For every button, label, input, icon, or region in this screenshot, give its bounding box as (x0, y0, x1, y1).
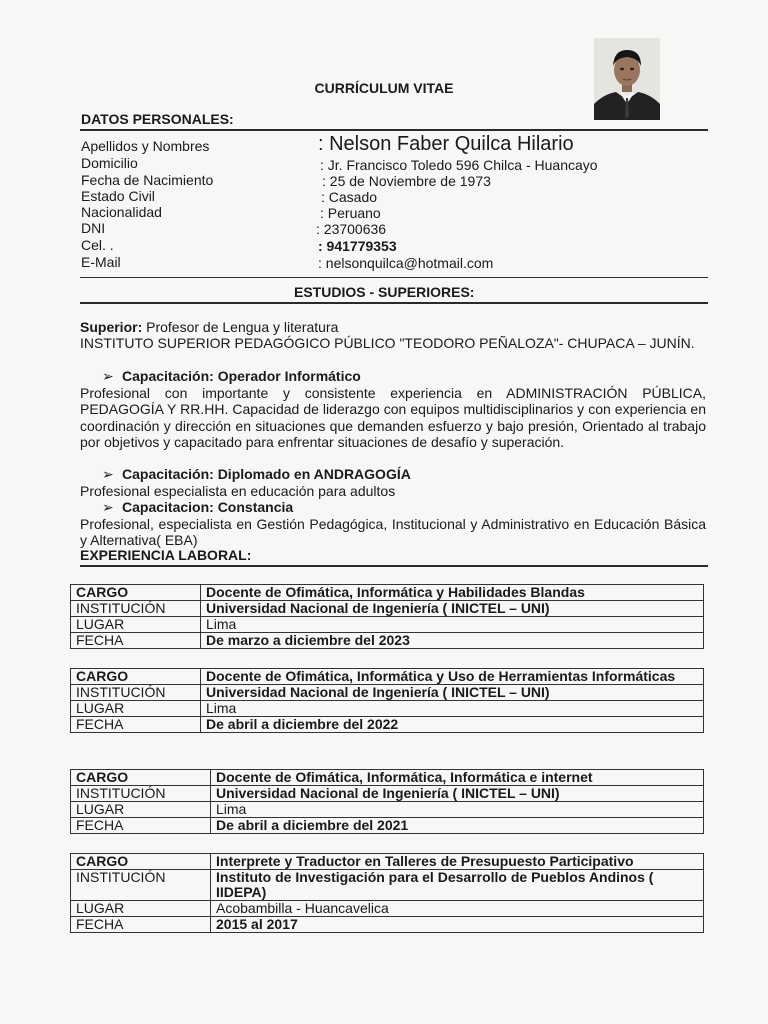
arrow-bullet-icon: ➢ (102, 499, 114, 515)
personal-data-heading: DATOS PERSONALES: (81, 111, 234, 127)
superior-value: Profesor de Lengua y literatura (142, 319, 339, 335)
label-dni: DNI (81, 220, 106, 236)
arrow-bullet-icon: ➢ (102, 368, 114, 384)
label-name: Apellidos y Nombres (81, 138, 210, 154)
job-label-institucion: INSTITUCIÓN (71, 786, 211, 802)
studies-rule (80, 302, 708, 304)
job-value-lugar: Lima (211, 802, 704, 818)
job-value-fecha: De abril a diciembre del 2022 (201, 717, 704, 733)
value-phone: : 941779353 (318, 238, 397, 254)
superior-label: Superior: (80, 319, 143, 335)
training-3-title (102, 499, 293, 515)
arrow-bullet-icon: ➢ (102, 466, 114, 482)
personal-rule (80, 129, 708, 131)
label-address: Domicilio (81, 155, 138, 171)
job-value-cargo: Interprete y Traductor en Talleres de Presupuesto Participativo (211, 854, 704, 870)
job-label-institucion: INSTITUCIÓN (71, 685, 201, 701)
training-1-title (102, 368, 361, 384)
job-label-lugar: LUGAR (71, 701, 201, 717)
job-row-cargo (71, 854, 704, 870)
job-label-fecha: FECHA (71, 717, 201, 733)
job-value-institucion: Universidad Nacional de Ingeniería ( INICTEL – UNI) (211, 786, 704, 802)
experience-rule (80, 565, 708, 567)
job-value-fecha: 2015 al 2017 (211, 917, 704, 933)
label-email: E-Mail (81, 254, 121, 270)
label-phone: Cel. . (81, 237, 114, 253)
job-value-cargo: Docente de Ofimática, Informática y Habilidades Blandas (201, 585, 704, 601)
job-label-cargo: CARGO (71, 854, 211, 870)
training-2-title (102, 466, 411, 482)
value-dni: : 23700636 (316, 221, 387, 237)
training-2-label: Capacitación: Diplomado en ANDRAGOGÍA (122, 466, 411, 482)
job-label-cargo: CARGO (71, 585, 201, 601)
value-birthdate: : 25 de Noviembre de 1973 (322, 173, 491, 189)
job-value-fecha: De abril a diciembre del 2021 (211, 818, 704, 834)
job-row-cargo (71, 585, 704, 601)
job-label-institucion: INSTITUCIÓN (71, 870, 211, 901)
value-nationality: : Peruano (320, 205, 381, 221)
job-label-cargo: CARGO (71, 669, 201, 685)
job-row-lugar (71, 901, 704, 917)
job-value-institucion: Instituto de Investigación para el Desarrollo de Pueblos Andinos ( IIDEPA) (211, 870, 704, 901)
job-label-fecha: FECHA (71, 818, 211, 834)
training-3-label: Capacitacion: Constancia (122, 499, 294, 515)
job-label-lugar: LUGAR (71, 802, 211, 818)
job-label-fecha: FECHA (71, 917, 211, 933)
job-table-3 (70, 769, 704, 834)
job-row-fecha (71, 917, 704, 933)
job-row-lugar (71, 802, 704, 818)
job-table-1 (70, 584, 704, 649)
job-label-cargo: CARGO (71, 770, 211, 786)
job-label-lugar: LUGAR (71, 901, 211, 917)
studies-top-rule (80, 277, 708, 278)
job-value-cargo: Docente de Ofimática, Informática, Informática e internet (211, 770, 704, 786)
label-birthdate: Fecha de Nacimiento (81, 172, 214, 188)
job-label-lugar: LUGAR (71, 617, 201, 633)
job-label-fecha: FECHA (71, 633, 201, 649)
experience-heading: EXPERIENCIA LABORAL: (80, 547, 252, 563)
job-table-4 (70, 853, 704, 933)
job-row-institucion (71, 870, 704, 901)
training-3-text: Profesional, especialista en Gestión Pedagógica, Institucional y Administrativo en Educación Básica y Alternativa( EBA) (80, 516, 706, 549)
training-1-text: Profesional con importante y consistente experiencia en ADMINISTRACIÓN PÚBLICA, PEDAGOGÍA Y RR.HH. Capacidad de liderazgo con equipos multidisciplinarios y con experiencia en coordinación y dirección en situaciones que demanden esfuerzo y bajo presión, Orientado al trabajo por objetivos y capacitado para enfrentar situaciones de desafío y superación. (80, 385, 706, 450)
job-value-fecha: De marzo a diciembre del 2023 (201, 633, 704, 649)
job-row-fecha (71, 717, 704, 733)
job-row-lugar (71, 617, 704, 633)
profile-photo (594, 38, 660, 120)
job-row-lugar (71, 701, 704, 717)
job-value-lugar: Acobambilla - Huancavelica (211, 901, 704, 917)
value-civil-status: : Casado (321, 189, 378, 205)
training-1-label: Capacitación: Operador Informático (122, 368, 361, 384)
institute-text: INSTITUTO SUPERIOR PEDAGÓGICO PÚBLICO "TEODORO PEÑALOZA"- CHUPACA – JUNÍN. (80, 335, 695, 351)
job-value-lugar: Lima (201, 617, 704, 633)
job-value-cargo: Docente de Ofimática, Informática y Uso de Herramientas Informáticas (201, 669, 704, 685)
label-civil-status: Estado Civil (81, 188, 155, 204)
value-name: : Nelson Faber Quilca Hilario (318, 133, 574, 155)
job-value-institucion: Universidad Nacional de Ingeniería ( INICTEL – UNI) (201, 685, 704, 701)
job-row-institucion (71, 685, 704, 701)
job-label-institucion: INSTITUCIÓN (71, 601, 201, 617)
job-row-institucion (71, 786, 704, 802)
value-email: : nelsonquilca@hotmail.com (318, 255, 494, 271)
job-row-fecha (71, 818, 704, 834)
job-table-2 (70, 668, 704, 733)
job-row-fecha (71, 633, 704, 649)
label-nationality: Nacionalidad (81, 204, 162, 220)
job-row-cargo (71, 770, 704, 786)
job-row-institucion (71, 601, 704, 617)
training-2-text: Profesional especialista en educación para adultos (80, 483, 396, 499)
document-title: CURRÍCULUM VITAE (314, 80, 454, 96)
job-value-institucion: Universidad Nacional de Ingeniería ( INICTEL – UNI) (201, 601, 704, 617)
superior-line (80, 319, 706, 335)
job-value-lugar: Lima (201, 701, 704, 717)
value-address: : Jr. Francisco Toledo 596 Chilca - Huancayo (320, 157, 598, 173)
studies-heading: ESTUDIOS - SUPERIORES: (294, 284, 475, 300)
job-row-cargo (71, 669, 704, 685)
